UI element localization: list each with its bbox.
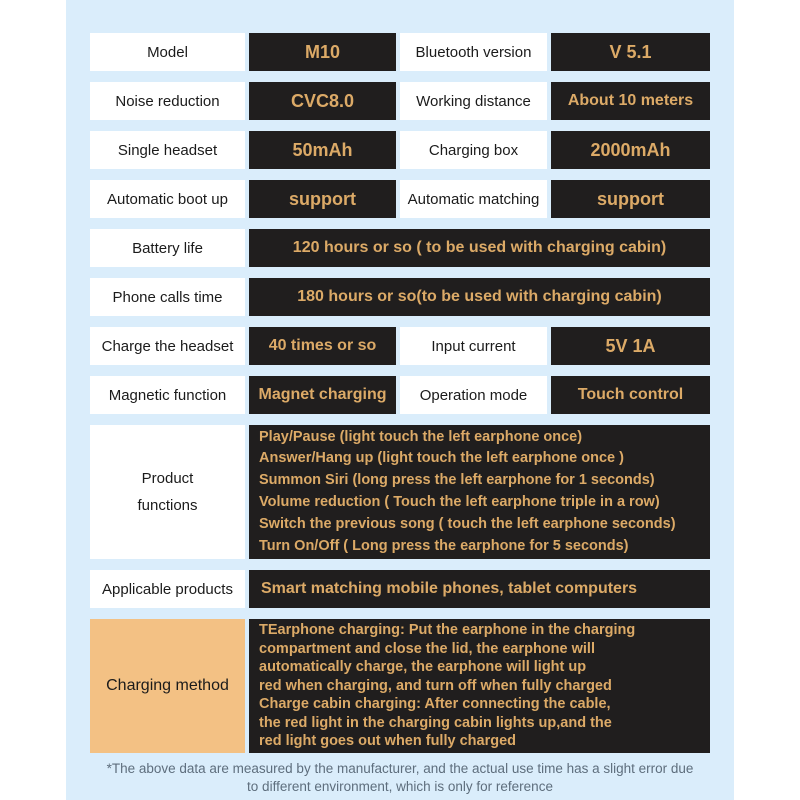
phone-calls-time-value: 180 hours or so(to be used with charging cabin) xyxy=(249,278,710,316)
spec-row-model-bluetooth xyxy=(90,33,710,71)
noise-reduction-value: CVC8.0 xyxy=(249,82,396,120)
spec-row-charge-input xyxy=(90,327,710,365)
product-functions-label xyxy=(90,425,245,559)
product-functions-value xyxy=(249,425,710,559)
spec-row-battery-capacity xyxy=(90,131,710,169)
function-volume-reduction: Volume reduction ( Touch the left earphone triple in a row) xyxy=(259,494,660,510)
magnetic-function-label: Magnetic function xyxy=(90,376,245,414)
charge-the-headset-label: Charge the headset xyxy=(90,327,245,365)
charging-method-line1: TEarphone charging: Put the earphone in the charging xyxy=(259,621,636,638)
spec-row-applicable-products xyxy=(90,570,710,608)
automatic-matching-value: support xyxy=(551,180,710,218)
charging-box-value: 2000mAh xyxy=(551,131,710,169)
spec-row-magnetic-operation xyxy=(90,376,710,414)
battery-life-value: 120 hours or so ( to be used with charging cabin) xyxy=(249,229,710,267)
bluetooth-version-label: Bluetooth version xyxy=(400,33,547,71)
spec-row-charging-method xyxy=(90,619,710,753)
battery-life-label: Battery life xyxy=(90,229,245,267)
spec-row-battery-life xyxy=(90,229,710,267)
input-current-label: Input current xyxy=(400,327,547,365)
product-functions-label-line1: Product xyxy=(141,470,194,487)
noise-reduction-label: Noise reduction xyxy=(90,82,245,120)
function-summon-siri: Summon Siri (long press the left earphone for 1 seconds) xyxy=(259,472,655,489)
disclaimer-footnote xyxy=(0,760,800,796)
disclaimer-line1: *The above data are measured by the manufacturer, and the actual use time has a slight error due xyxy=(106,761,694,776)
working-distance-label: Working distance xyxy=(400,82,547,120)
single-headset-label: Single headset xyxy=(90,131,245,169)
spec-row-automatic xyxy=(90,180,710,218)
applicable-products-label: Applicable products xyxy=(90,570,245,608)
bluetooth-version-value: V 5.1 xyxy=(551,33,710,71)
charging-method-line6: the red light in the charging cabin lights up,and the xyxy=(259,714,612,731)
charging-box-label: Charging box xyxy=(400,131,547,169)
single-headset-value: 50mAh xyxy=(249,131,396,169)
charging-method-line5: Charge cabin charging: After connecting the cable, xyxy=(259,696,611,713)
spec-table xyxy=(90,33,710,764)
charging-method-line7: red light goes out when fully charged xyxy=(259,733,516,750)
working-distance-value: About 10 meters xyxy=(551,82,710,120)
input-current-value: 5V 1A xyxy=(551,327,710,365)
function-play-pause: Play/Pause (light touch the left earphone once) xyxy=(259,428,583,445)
magnetic-function-value: Magnet charging xyxy=(249,376,396,414)
charging-method-line3: automatically charge, the earphone will light up xyxy=(259,659,587,676)
model-label: Model xyxy=(90,33,245,71)
automatic-boot-up-label: Automatic boot up xyxy=(90,180,245,218)
charging-method-line2: compartment and close the lid, the earphone will xyxy=(259,640,595,657)
product-functions-label-line2: functions xyxy=(137,497,198,514)
charging-method-label: Charging method xyxy=(90,619,245,753)
automatic-boot-up-value: support xyxy=(249,180,396,218)
charging-method-value xyxy=(249,619,710,753)
phone-calls-time-label: Phone calls time xyxy=(90,278,245,316)
automatic-matching-label: Automatic matching xyxy=(400,180,547,218)
function-switch-previous-song: Switch the previous song ( touch the left earphone seconds) xyxy=(259,515,676,532)
operation-mode-label: Operation mode xyxy=(400,376,547,414)
operation-mode-value: Touch control xyxy=(551,376,710,414)
charge-the-headset-value: 40 times or so xyxy=(249,327,396,365)
applicable-products-value: Smart matching mobile phones, tablet computers xyxy=(249,570,710,608)
model-value: M10 xyxy=(249,33,396,71)
spec-row-product-functions xyxy=(90,425,710,559)
function-answer-hang-up: Answer/Hang up (light touch the left earphone once ) xyxy=(259,450,624,467)
function-turn-on-off: Turn On/Off ( Long press the earphone for 5 seconds) xyxy=(259,537,629,554)
charging-method-line4: red when charging, and turn off when fully charged xyxy=(259,677,612,694)
disclaimer-line2: to different environment, which is only for reference xyxy=(247,779,553,794)
spec-row-phone-calls-time xyxy=(90,278,710,316)
spec-row-noise-distance xyxy=(90,82,710,120)
